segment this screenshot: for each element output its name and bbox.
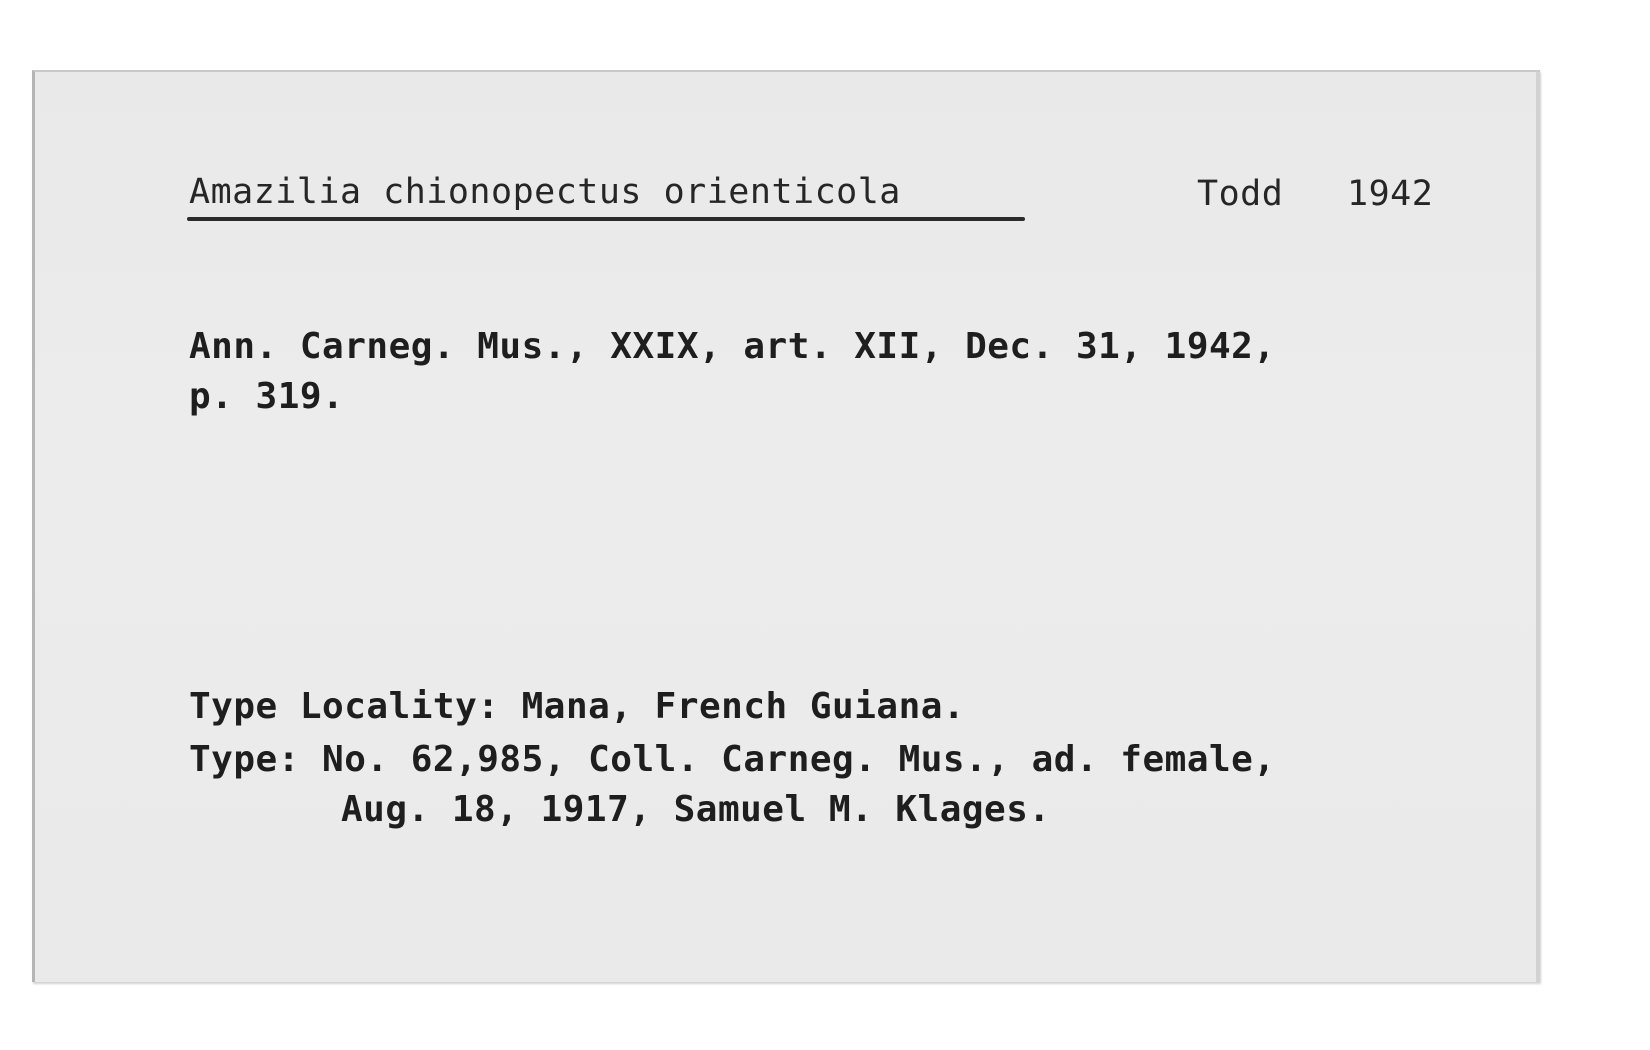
type-locality: Type Locality: Mana, French Guiana. bbox=[189, 686, 966, 727]
citation-line-2: p. 319. bbox=[189, 376, 345, 417]
species-name-underline bbox=[187, 217, 1025, 221]
author-name: Todd bbox=[1197, 174, 1284, 214]
citation-line-1: Ann. Carneg. Mus., XXIX, art. XII, Dec. 31, 1942, bbox=[189, 326, 1276, 367]
species-name: Amazilia chionopectus orienticola bbox=[189, 172, 901, 212]
publication-year: 1942 bbox=[1347, 174, 1434, 214]
type-specimen-line-1: Type: No. 62,985, Coll. Carneg. Mus., ad. female, bbox=[189, 739, 1276, 780]
index-card bbox=[32, 70, 1540, 982]
card-edge bbox=[1536, 72, 1540, 982]
type-specimen-line-2: Aug. 18, 1917, Samuel M. Klages. bbox=[341, 789, 1051, 830]
